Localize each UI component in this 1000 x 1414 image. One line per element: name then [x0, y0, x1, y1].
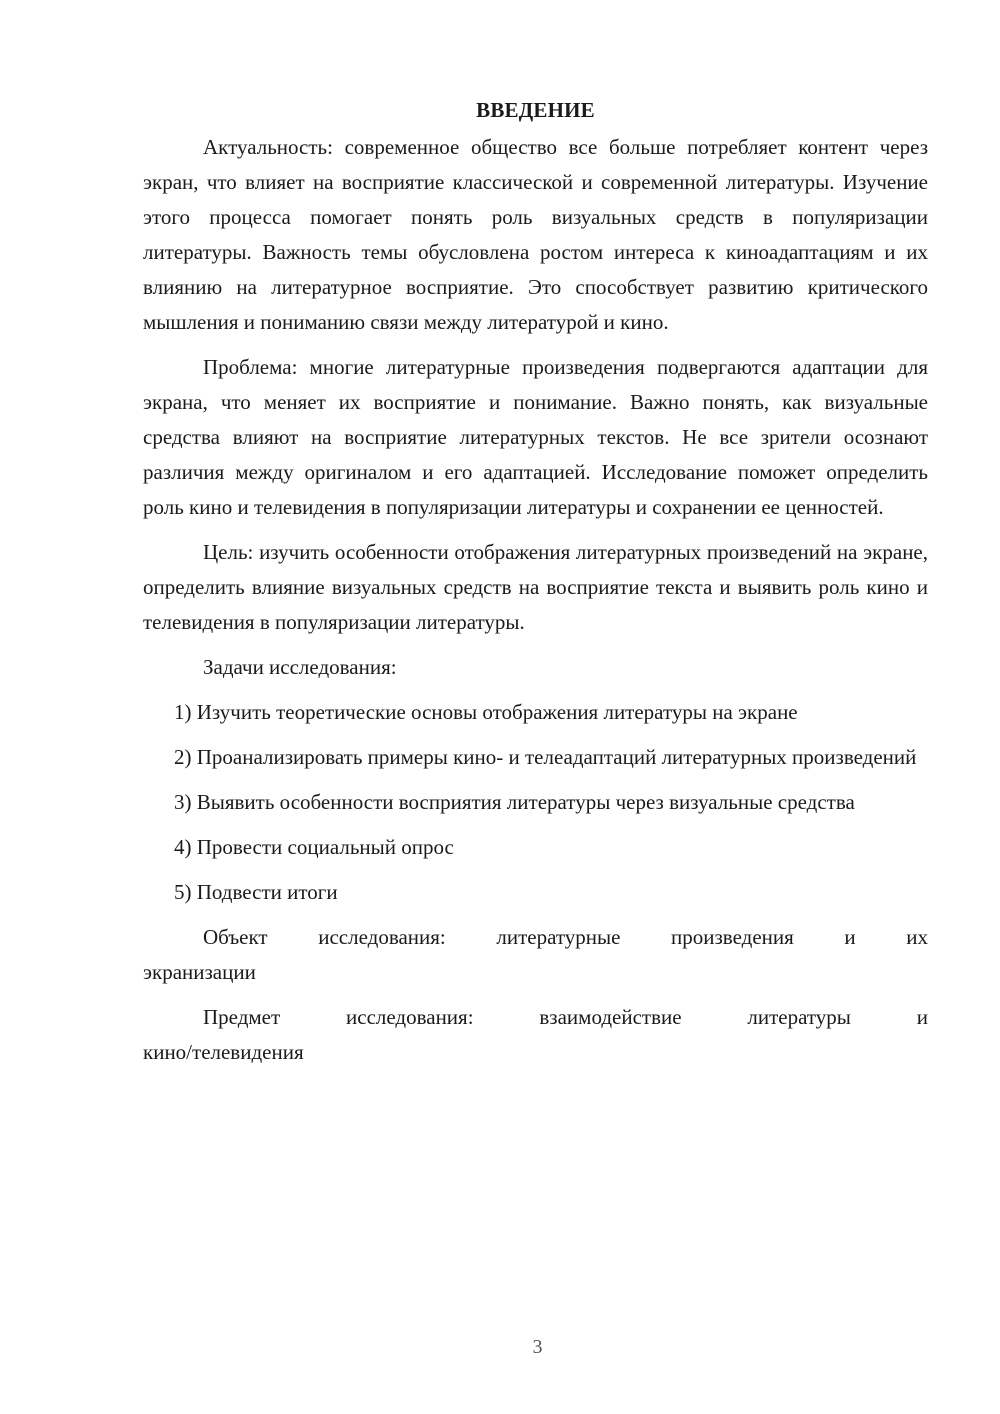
object-paragraph: [143, 920, 928, 990]
task-item-3: 3) Выявить особенности восприятия литературы через визуальные средства: [174, 790, 855, 814]
section-title: ВВЕДЕНИЕ: [476, 98, 595, 122]
task-item-4: 4) Провести социальный опрос: [174, 835, 454, 859]
tasks-heading: Задачи исследования:: [203, 655, 397, 679]
goal-paragraph: Цель: изучить особенности отображения литературных произведений на экране, определить влияние визуальных средств на восприятие текста и выявить роль кино и телевидения в популяризации литературы.: [143, 540, 928, 634]
subject-line-1: Предмет исследования: взаимодействие литературы и: [203, 1005, 928, 1029]
document-body: [143, 93, 928, 1080]
subject-paragraph: [143, 1000, 928, 1070]
task-item-1: 1) Изучить теоретические основы отображения литературы на экране: [174, 700, 798, 724]
page-number: 3: [532, 1336, 543, 1358]
object-line-2: экранизации: [143, 960, 256, 984]
subject-line-2: кино/телевидения: [143, 1040, 304, 1064]
task-item-5: 5) Подвести итоги: [174, 880, 338, 904]
task-item-2: 2) Проанализировать примеры кино- и телеадаптаций литературных произведений: [174, 745, 917, 769]
relevance-paragraph: Актуальность: современное общество все больше потребляет контент через экран, что влияет на восприятие классической и современной литературы. Изучение этого процесса помогает понять роль визуальных средств в популяризации литературы. Важность темы обусловлена ростом интереса к киноадаптациям и их влиянию на литературное восприятие. Это способствует развитию критического мышления и пониманию связи между литературой и кино.: [143, 135, 928, 334]
problem-paragraph: Проблема: многие литературные произведения подвергаются адаптации для экрана, что меняет их восприятие и понимание. Важно понять, как визуальные средства влияют на восприятие литературных текстов. Не все зрители осознают различия между оригиналом и его адаптацией. Исследование поможет определить роль кино и телевидения в популяризации литературы и сохранении ее ценностей.: [143, 355, 928, 519]
object-line-1: Объект исследования: литературные произведения и их: [203, 925, 928, 949]
